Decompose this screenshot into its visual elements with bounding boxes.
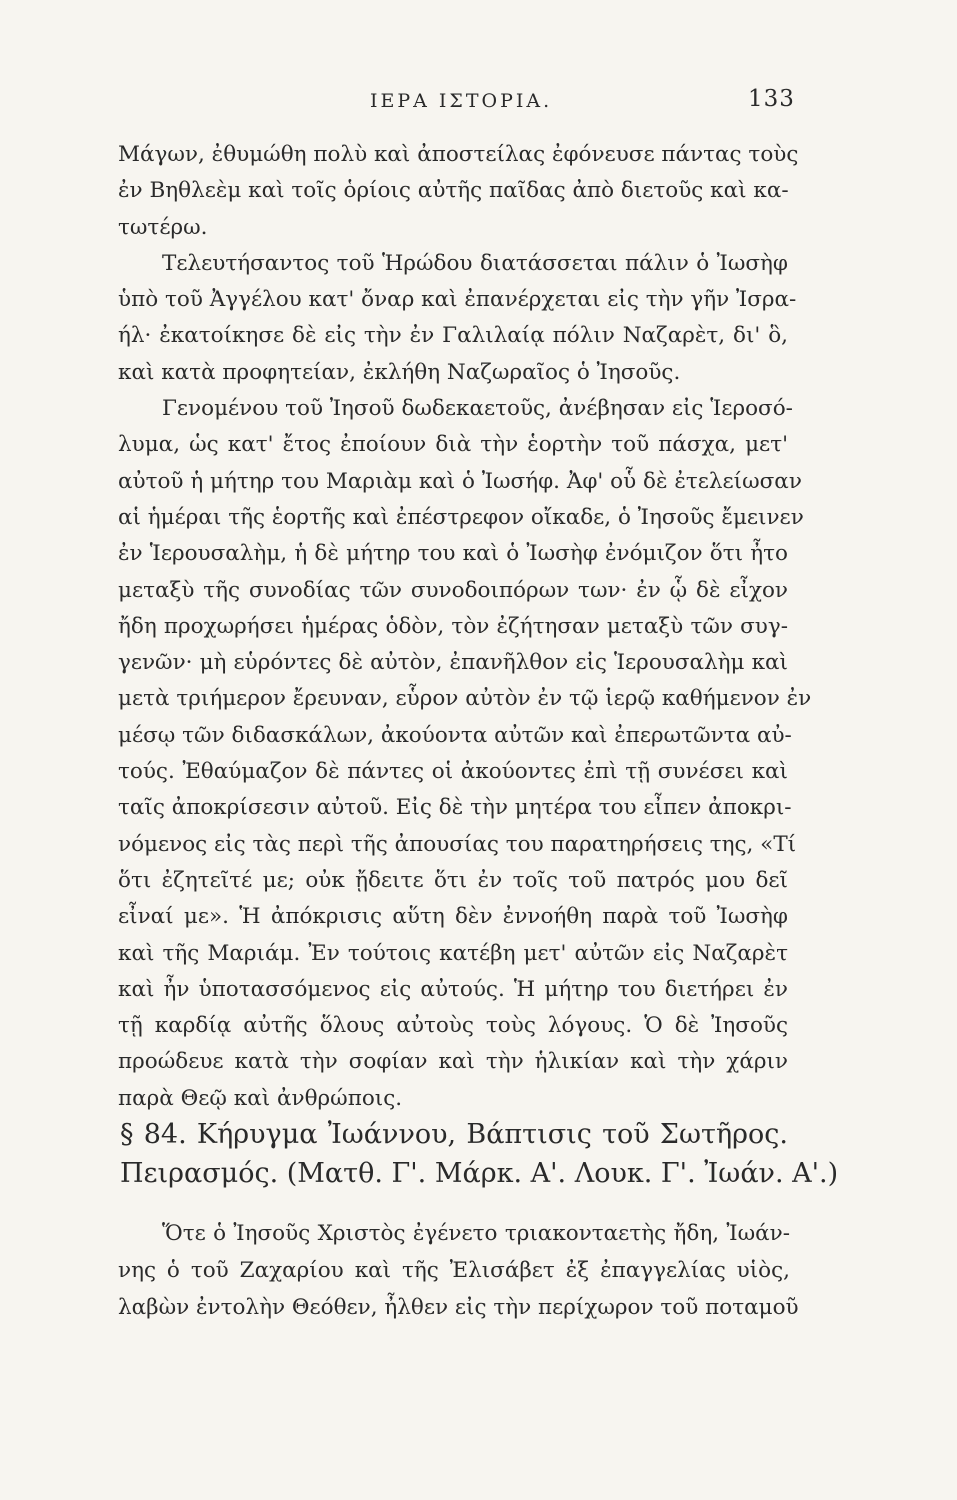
text-line: ήλ· ἐκατοίκησε δὲ εἰς τὴν ἐν Γαλιλαίᾳ πόλιν Ναζαρὲτ, δι' ὃ, — [118, 323, 788, 349]
text-line: τῇ καρδίᾳ αὐτῆς ὅλους αὐτοὺς τοὺς λόγους. Ὁ δὲ Ἰησοῦς — [118, 1013, 788, 1039]
text-line: προώδευε κατὰ τὴν σοφίαν καὶ τὴν ἡλικίαν καὶ τὴν χάριν — [118, 1049, 788, 1075]
text-line: εἶναί με». Ἡ ἀπόκρισις αὕτη δὲν ἐννοήθη παρὰ τοῦ Ἰωσὴφ — [118, 904, 788, 930]
text-line: καὶ ἦν ὑποτασσόμενος εἰς αὐτούς. Ἡ μήτηρ του διετήρει ἐν — [118, 976, 788, 1002]
text-line: ὅτι ἐζητεῖτέ με; οὐκ ᾔδειτε ὅτι ἐν τοῖς τοῦ πατρός μου δεῖ — [118, 867, 788, 893]
text-line: Ὅτε ὁ Ἰησοῦς Χριστὸς ἐγένετο τριακονταετὴς ἤδη, Ἰωάν- — [162, 1221, 790, 1246]
text-line: νόμενος εἰς τὰς περὶ τῆς ἀπουσίας του παρατηρήσεις της, «Τί — [118, 831, 797, 857]
text-line: ἤδη προχωρήσει ἡμέρας ὁδὸν, τὸν ἐζήτησαν μεταξὺ τῶν συγ- — [118, 613, 788, 639]
text-line: τούς. Ἐθαύμαζον δὲ πάντες οἱ ἀκούοντες ἐπὶ τῇ συνέσει καὶ — [118, 759, 788, 785]
text-line: μέσῳ τῶν διδασκάλων, ἀκούοντα αὐτῶν καὶ ἐπερωτῶντα αὐ- — [118, 722, 792, 748]
text-line: ἐν Βηθλεὲμ καὶ τοῖς ὁρίοις αὐτῆς παῖδας ἀπὸ διετοῦς καὶ κα- — [118, 178, 789, 204]
running-title: ΙΕΡΑ ΙΣΤΟΡΙΑ. — [370, 90, 553, 112]
text-line: καὶ κατὰ προφητείαν, ἐκλήθη Ναζωραῖος ὁ Ἰησοῦς. — [118, 359, 681, 385]
text-line: καὶ τῆς Μαριάμ. Ἐν τούτοις κατέβη μετ' αὐτῶν εἰς Ναζαρὲτ — [118, 940, 788, 966]
text-line: μετὰ τριήμερον ἔρευναν, εὗρον αὐτὸν ἐν τῷ ἱερῷ καθήμενον ἐν — [118, 686, 812, 712]
section-heading-line: Πειρασμός. (Ματθ. Γ'. Μάρκ. Α'. Λουκ. Γ'. Ἰωάν. Α'.) — [120, 1158, 839, 1189]
text-line: αὐτοῦ ἡ μήτηρ του Μαριὰμ καὶ ὁ Ἰωσήφ. Ἀφ' οὗ δὲ ἐτελείωσαν — [118, 468, 802, 494]
text-line: αἱ ἡμέραι τῆς ἑορτῆς καὶ ἐπέστρεφον οἴκαδε, ὁ Ἰησοῦς ἔμεινεν — [118, 504, 804, 530]
section-heading-line: § 84. Κήρυγμα Ἰωάννου, Βάπτισις τοῦ Σωτῆρος. — [120, 1119, 788, 1150]
text-line: Γενομένου τοῦ Ἰησοῦ δωδεκαετοῦς, ἀνέβησαν εἰς Ἱεροσό- — [162, 396, 793, 422]
text-line: νης ὁ τοῦ Ζαχαρίου καὶ τῆς Ἐλισάβετ ἐξ ἐπαγγελίας υἱὸς, — [118, 1258, 790, 1283]
text-line: λαβὼν ἐντολὴν Θεόθεν, ἦλθεν εἰς τὴν περίχωρον τοῦ ποταμοῦ — [118, 1295, 799, 1320]
text-line: τωτέρω. — [118, 214, 208, 240]
text-line: λυμα, ὡς κατ' ἔτος ἐποίουν διὰ τὴν ἑορτὴν τοῦ πάσχα, μετ' — [118, 432, 788, 458]
text-line: ἐν Ἱερουσαλὴμ, ἡ δὲ μήτηρ του καὶ ὁ Ἰωσὴφ ἐνόμιζον ὅτι ἦτο — [118, 541, 788, 567]
text-line: Μάγων, ἐθυμώθη πολὺ καὶ ἀποστείλας ἐφόνευσε πάντας τοὺς — [118, 142, 799, 167]
text-line: παρὰ Θεῷ καὶ ἀνθρώποις. — [118, 1085, 403, 1111]
section-heading — [120, 1115, 839, 1193]
body-text — [118, 137, 812, 1117]
page-number: 133 — [748, 86, 795, 112]
text-line: Τελευτήσαντος τοῦ Ἡρώδου διατάσσεται πάλιν ὁ Ἰωσὴφ — [162, 250, 788, 276]
text-line: μεταξὺ τῆς συνοδίας τῶν συνοδοιπόρων των· ἐν ᾧ δὲ εἶχον — [118, 577, 788, 603]
text-line: γενῶν· μὴ εὑρόντες δὲ αὐτὸν, ἐπανῆλθον εἰς Ἱερουσαλὴμ καὶ — [118, 650, 788, 676]
text-line: ὑπὸ τοῦ Ἀγγέλου κατ' ὄναρ καὶ ἐπανέρχεται εἰς τὴν γῆν Ἰσρα- — [118, 287, 797, 313]
text-line: ταῖς ἀποκρίσεσιν αὐτοῦ. Εἰς δὲ τὴν μητέρα του εἶπεν ἀποκρι- — [118, 795, 792, 821]
section-text — [118, 1215, 799, 1326]
